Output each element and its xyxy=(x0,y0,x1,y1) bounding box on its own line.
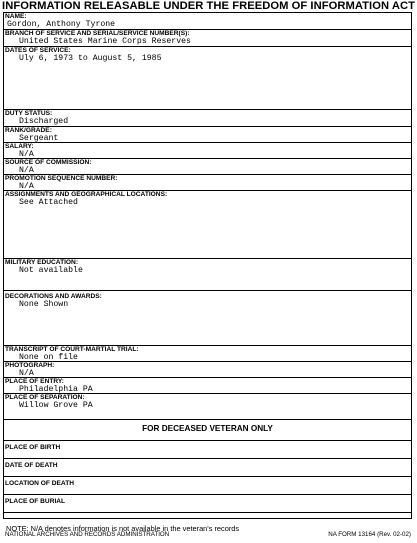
separation-value: Willow Grove PA xyxy=(19,401,93,410)
court-martial-value: None on file xyxy=(19,353,78,362)
commission-value: N/A xyxy=(19,166,34,175)
court-martial-label: TRANSCRIPT OF COURT-MARTIAL TRIAL: xyxy=(5,346,139,353)
branch-label: BRANCH OF SERVICE AND SERIAL/SERVICE NUMBER(S): xyxy=(5,30,190,37)
foia-release-form xyxy=(3,12,412,533)
entry-row xyxy=(4,378,411,394)
deceased-heading: FOR DECEASED VETERAN ONLY xyxy=(142,424,273,433)
assignments-value: See Attached xyxy=(19,198,78,207)
salary-value: N/A xyxy=(19,150,34,159)
promotion-label: PROMOTION SEQUENCE NUMBER: xyxy=(5,175,118,182)
name-row xyxy=(4,13,411,30)
place-of-birth-row xyxy=(4,441,411,459)
separation-row xyxy=(4,394,411,420)
note-text: NOTE: N/A denotes information is not available in the veteran's records xyxy=(6,524,240,533)
court-martial-row xyxy=(4,346,411,362)
decorations-value: None Shown xyxy=(19,300,69,309)
salary-row xyxy=(4,143,411,159)
commission-label: SOURCE OF COMMISSION: xyxy=(5,159,92,166)
photograph-row xyxy=(4,362,411,378)
salary-label: SALARY: xyxy=(5,143,34,150)
footer-agency: NATIONAL ARCHIVES AND RECORDS ADMINISTRATION xyxy=(5,531,170,538)
branch-row xyxy=(4,30,411,47)
date-of-death-row xyxy=(4,459,411,477)
dates-value: Uly 6, 1973 to August 5, 1985 xyxy=(19,54,162,63)
photograph-label: PHOTOGRAPH: xyxy=(5,362,55,369)
decorations-row xyxy=(4,291,411,346)
promotion-row xyxy=(4,175,411,191)
deceased-heading-row xyxy=(4,420,411,441)
dates-row xyxy=(4,47,411,110)
place-of-burial-label: PLACE OF BURIAL xyxy=(5,498,66,505)
education-label: MILITARY EDUCATION: xyxy=(5,259,79,266)
entry-label: PLACE OF ENTRY: xyxy=(5,378,64,385)
location-of-death-label: LOCATION OF DEATH xyxy=(5,480,74,487)
place-of-birth-label: PLACE OF BIRTH xyxy=(5,444,61,451)
entry-value: Philadelphia PA xyxy=(19,385,93,394)
rank-label: RANK/GRADE: xyxy=(5,127,52,134)
rank-value: Sergeant xyxy=(19,134,59,143)
place-of-burial-row xyxy=(4,495,411,513)
location-of-death-row xyxy=(4,477,411,495)
footer-form-number: NA FORM 13164 (Rev. 02-02) xyxy=(328,531,411,538)
rank-row xyxy=(4,127,411,143)
commission-row xyxy=(4,159,411,175)
date-of-death-label: DATE OF DEATH xyxy=(5,462,58,469)
assignments-row xyxy=(4,191,411,259)
assignments-label: ASSIGNMENTS AND GEOGRAPHICAL LOCATIONS: xyxy=(5,191,168,198)
photograph-value: N/A xyxy=(19,369,34,378)
name-label: NAME: xyxy=(5,13,27,20)
education-value: Not available xyxy=(19,266,83,275)
separation-label: PLACE OF SEPARATION: xyxy=(5,394,85,401)
education-row xyxy=(4,259,411,291)
decorations-label: DECORATIONS AND AWARDS: xyxy=(5,293,102,300)
duty-status-label: DUTY STATUS: xyxy=(5,110,53,117)
dates-label: DATES OF SERVICE: xyxy=(5,47,71,54)
promotion-value: N/A xyxy=(19,182,34,191)
form-title: INFORMATION RELEASABLE UNDER THE FREEDOM OF INFORMATION ACT xyxy=(2,0,415,12)
duty-status-row xyxy=(4,110,411,127)
name-value: Gordon, Anthony Tyrone xyxy=(7,20,116,29)
duty-status-value: Discharged xyxy=(19,117,69,126)
branch-value: United States Marine Corps Reserves xyxy=(19,37,191,46)
